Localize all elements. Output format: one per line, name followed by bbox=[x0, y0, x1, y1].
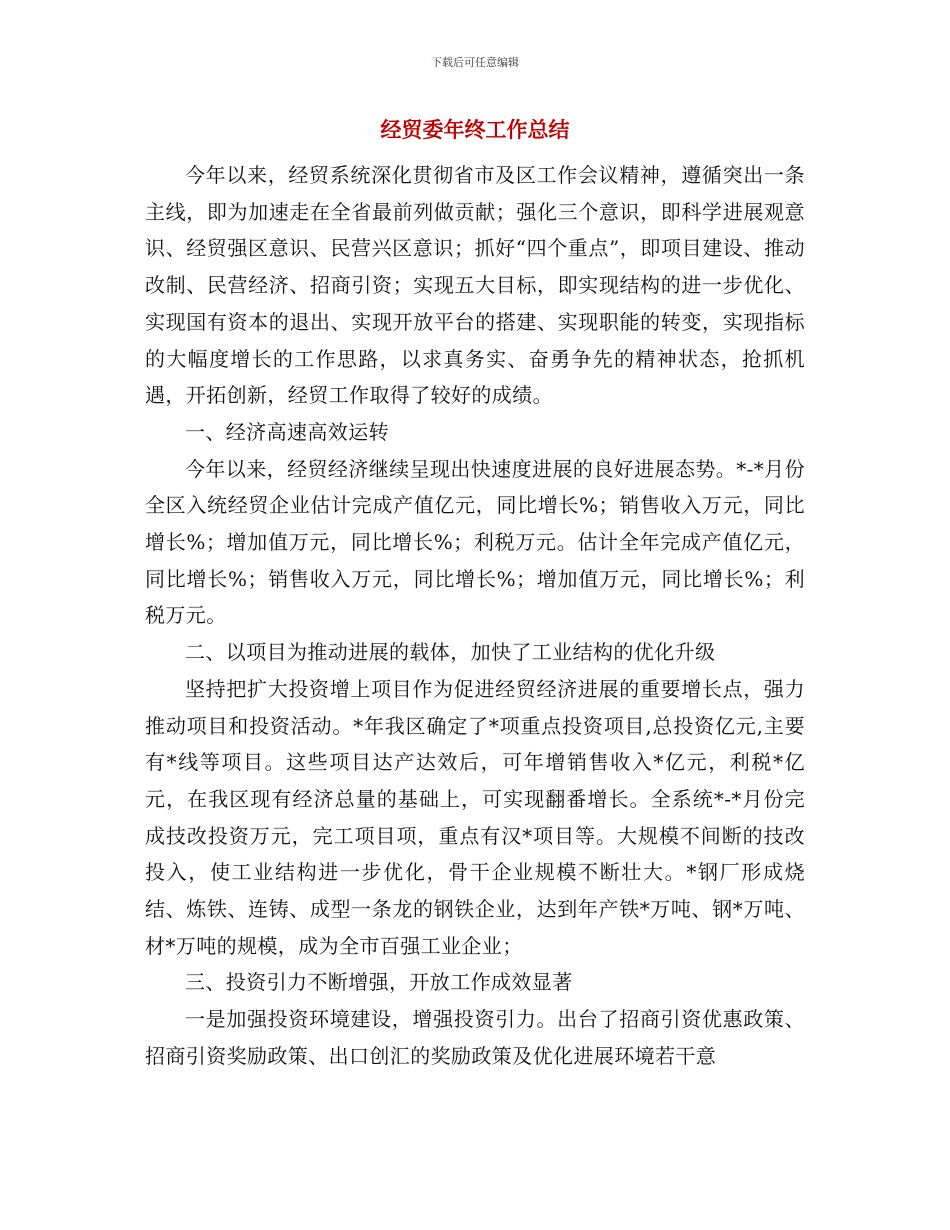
paragraph-projects: 坚持把扩大投资增上项目作为促进经贸经济进展的重要增长点，强力推动项目和投资活动。*年我区确定了*项重点投资项目,总投资亿元,主要有*线等项目。这些项目达产达效后，可年增销售收入*亿元，利税*亿元，在我区现有经济总量的基础上，可实现翻番增长。全系统*-*月份完成技改投资万元，完工项目项，重点有汉*项目等。大规模不间断的技改投入，使工业结构进一步优化，骨干企业规模不断壮大。*钢厂形成烧结、炼铁、连铸、成型一条龙的钢铁企业，达到年产铁*万吨、钢*万吨、材*万吨的规模，成为全市百强工业企业； bbox=[145, 676, 805, 958]
section-heading-3: 三、投资引力不断增强，开放工作成效显著 bbox=[185, 970, 573, 995]
header-note: 下载后可任意编辑 bbox=[431, 56, 519, 69]
document-title: 经贸委年终工作总结 bbox=[380, 118, 570, 142]
paragraph-intro: 今年以来，经贸系统深化贯彻省市及区工作会议精神，遵循突出一条主线，即为加速走在全省最前列做贡献；强化三个意识，即科学进展观意识、经贸强区意识、民营兴区意识；抓好“四个重点”，即项目建设、推动改制、民营经济、招商引资；实现五大目标，即实现结构的进一步优化、实现国有资本的退出、实现开放平台的搭建、实现职能的转变，实现指标的大幅度增长的工作思路，以求真务实、奋勇争先的精神状态，抢抓机遇，开拓创新，经贸工作取得了较好的成绩。 bbox=[145, 163, 805, 408]
paragraph-investment: 一是加强投资环境建设，增强投资引力。出台了招商引资优惠政策、招商引资奖励政策、出口创汇的奖励政策及优化进展环境若干意 bbox=[145, 1007, 805, 1068]
section-heading-2: 二、以项目为推动进展的载体，加快了工业结构的优化升级 bbox=[185, 640, 716, 665]
paragraph-economy: 今年以来，经贸经济继续呈现出快速度进展的良好进展态势。*-*月份全区入统经贸企业估计完成产值亿元，同比增长%；销售收入万元，同比增长%；增加值万元，同比增长%；利税万元。估计全年完成产值亿元，同比增长%；销售收入万元，同比增长%；增加值万元，同比增长%；利税万元。 bbox=[145, 456, 805, 628]
section-heading-1: 一、经济高速高效运转 bbox=[185, 419, 389, 444]
document-body bbox=[145, 157, 805, 1075]
